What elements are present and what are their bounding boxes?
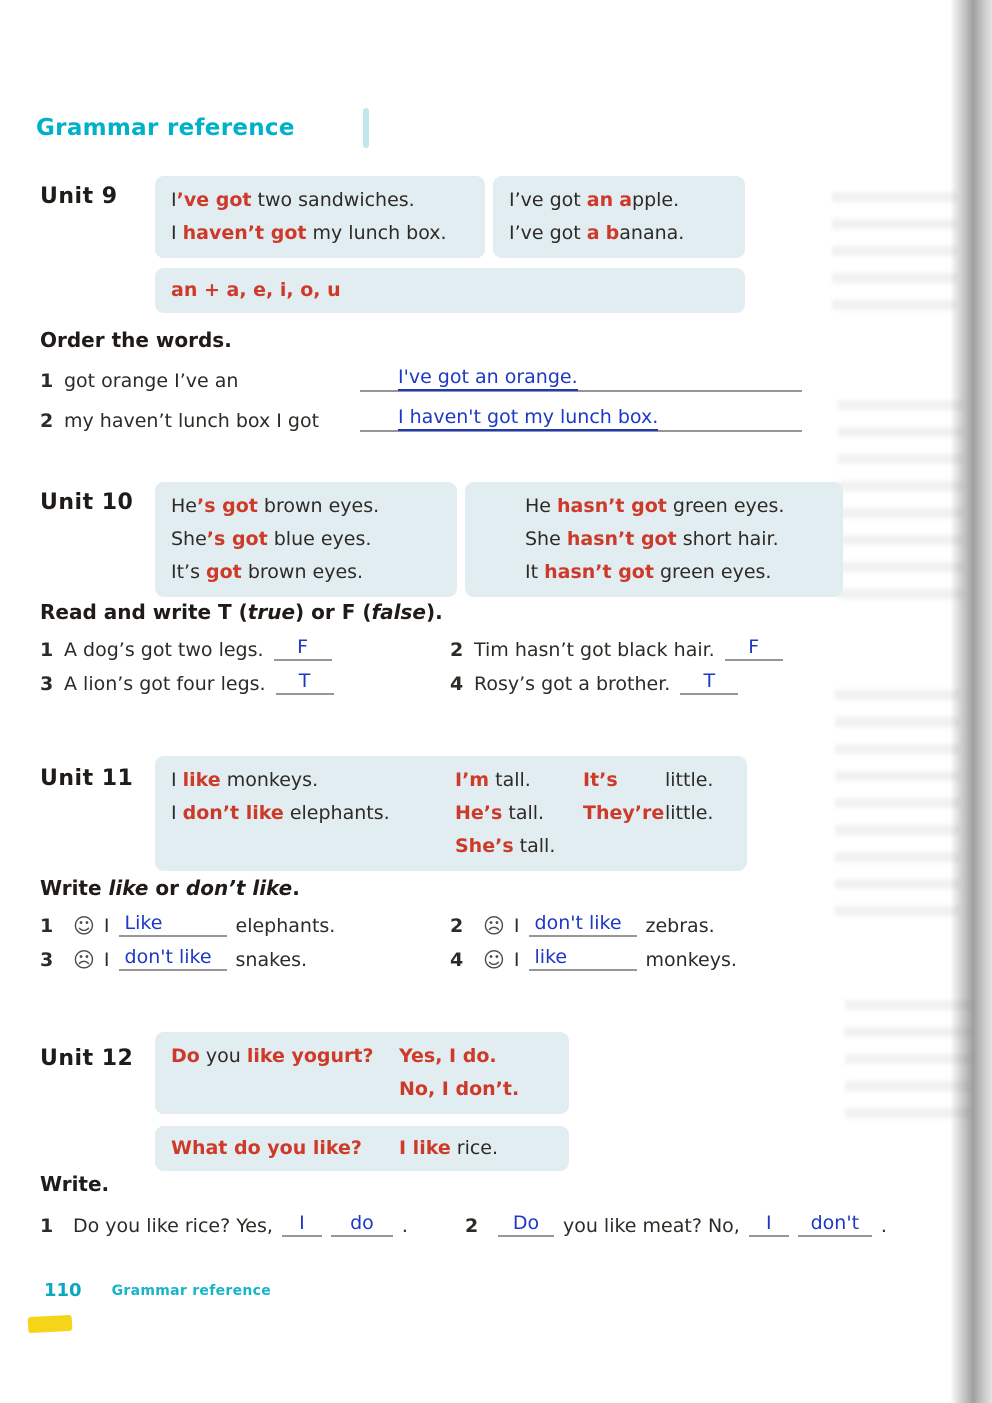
item-text: A dog’s got two legs.: [64, 639, 264, 661]
unit12-section: [40, 1032, 930, 1182]
item-pre-text: I: [103, 949, 110, 971]
example-sentence: He hasn’t got green eyes.: [525, 495, 785, 517]
answer-blank: F: [274, 636, 332, 661]
unit10-section: [40, 482, 930, 600]
item-post-text: snakes.: [235, 949, 308, 971]
exercise-item: [450, 636, 920, 661]
example-sentence: She hasn’t got short hair.: [525, 528, 779, 550]
page-number: 110: [44, 1280, 82, 1301]
order-words-exercise: [40, 328, 802, 432]
true-false-exercise: [40, 600, 920, 695]
exercise-heading: Read and write T (true) or F (false).: [40, 600, 443, 624]
unit10-example-box-left: [155, 482, 457, 597]
answer-blank: don't like: [119, 946, 227, 971]
unit9-example-box-right: [493, 176, 745, 258]
unit9-label: Unit 9: [40, 184, 118, 209]
happy-face-icon: ☺: [73, 914, 95, 938]
item-period: .: [880, 1215, 887, 1237]
sad-face-icon: ☹: [483, 914, 505, 938]
example-question: Do you like yogurt?: [171, 1045, 374, 1067]
header-accent-bar: [363, 108, 369, 148]
exercise-item: [450, 670, 920, 695]
unit9-rule-box: [155, 268, 745, 313]
item-text: Tim hasn’t got black hair.: [474, 639, 715, 661]
item-text: A lion’s got four legs.: [64, 673, 266, 695]
page-header: [36, 108, 369, 148]
answer-blank: I: [282, 1212, 322, 1237]
item-post-text: zebras.: [645, 915, 715, 937]
answer-blank: don't like: [529, 912, 637, 937]
example-pronoun: They’re: [583, 802, 665, 824]
example-column: [455, 764, 583, 863]
example-sentence: I haven’t got my lunch box.: [171, 222, 447, 244]
item-number: 4: [450, 949, 464, 971]
exercise-item: [40, 636, 450, 661]
item-pre-text: I: [103, 915, 110, 937]
example-column: [171, 764, 455, 863]
example-sentence: I’ve got an apple.: [509, 189, 680, 211]
item-number: 4: [450, 673, 464, 695]
item-number: 1: [40, 915, 54, 937]
answer-blank: T: [680, 670, 738, 695]
example-question: What do you like?: [171, 1137, 362, 1159]
example-sentence: He’s got brown eyes.: [171, 495, 380, 517]
example-sentence: [583, 764, 713, 797]
example-answers: [399, 1040, 519, 1106]
item-pre-text: I: [513, 915, 520, 937]
item-post-text: elephants.: [235, 915, 336, 937]
exercise-item: [40, 912, 450, 937]
example-answer: No, I don’t.: [399, 1078, 520, 1100]
unit11-section: [40, 756, 930, 878]
footer-label: Grammar reference: [111, 1282, 272, 1299]
item-prompt: my haven’t lunch box I got: [64, 410, 320, 432]
answer-line: [360, 366, 802, 392]
example-sentence: I don’t like elephants.: [171, 802, 390, 824]
exercise-heading: Write like or don’t like.: [40, 876, 300, 900]
answer-blank: Like: [119, 912, 227, 937]
unit12-label: Unit 12: [40, 1046, 134, 1071]
item-text: Rosy’s got a brother.: [474, 673, 671, 695]
page-title: Grammar reference: [36, 115, 295, 141]
an-rule-text: an + a, e, i, o, u: [171, 279, 341, 301]
unit10-label: Unit 10: [40, 490, 134, 515]
item-period: .: [401, 1215, 408, 1237]
item-number: 1: [40, 639, 54, 661]
unit12-example-box-1: [155, 1032, 569, 1114]
unit9-section: [40, 176, 930, 322]
answer-line: [360, 406, 802, 432]
answer-blank: don't: [798, 1212, 872, 1237]
example-sentence: I’ve got two sandwiches.: [171, 189, 415, 211]
exercise-item: [40, 362, 802, 392]
happy-face-icon: ☺: [483, 948, 505, 972]
example-rest: little.: [665, 769, 714, 791]
highlighter-smudge: [28, 1315, 73, 1333]
item-number: 2: [450, 639, 464, 661]
unit9-example-box-left: [155, 176, 485, 258]
item-post-text: monkeys.: [645, 949, 737, 971]
exercise-item: [450, 912, 920, 937]
handwritten-answer: I haven't got my lunch box.: [398, 406, 658, 431]
exercise-heading: Order the words.: [40, 328, 232, 352]
item-number: 3: [40, 949, 54, 971]
exercise-item: [450, 946, 920, 971]
example-sentence: I like monkeys.: [171, 769, 319, 791]
unit10-example-box-right: [465, 482, 843, 597]
handwritten-answer: I've got an orange.: [398, 366, 578, 391]
example-rest: little.: [665, 802, 714, 824]
unit11-example-box: [155, 756, 747, 871]
exercise-item: [40, 946, 450, 971]
answer-blank: I: [749, 1212, 789, 1237]
example-sentence: It hasn’t got green eyes.: [525, 561, 772, 583]
example-sentence: She’s tall.: [455, 835, 556, 857]
item-number: 2: [450, 915, 464, 937]
like-exercise: [40, 876, 920, 971]
item-prompt: got orange I’ve an: [64, 370, 239, 392]
item-number: 2: [40, 410, 54, 432]
item-number: 1: [40, 1215, 54, 1237]
answer-blank: Do: [498, 1212, 554, 1237]
answer-blank: T: [276, 670, 334, 695]
example-answer: I like rice.: [399, 1137, 499, 1159]
example-sentence: She’s got blue eyes.: [171, 528, 372, 550]
example-answer: Yes, I do.: [399, 1045, 497, 1067]
item-number: 3: [40, 673, 54, 695]
example-sentence: I’ve got a banana.: [509, 222, 685, 244]
page-footer: [44, 1280, 271, 1301]
answer-blank: do: [331, 1212, 393, 1237]
example-column: [583, 764, 713, 863]
sad-face-icon: ☹: [73, 948, 95, 972]
answer-blank: F: [725, 636, 783, 661]
exercise-item: [40, 402, 802, 432]
exercise-heading: Write.: [40, 1172, 110, 1196]
write-exercise: [40, 1172, 945, 1237]
answer-blank: like: [529, 946, 637, 971]
example-pronoun: It’s: [583, 769, 618, 791]
unit12-example-box-2: [155, 1126, 569, 1171]
exercise-item: [40, 670, 450, 695]
item-pre-text: I: [513, 949, 520, 971]
example-sentence: It’s got brown eyes.: [171, 561, 364, 583]
example-sentence: He’s tall.: [455, 802, 545, 824]
unit11-label: Unit 11: [40, 766, 134, 791]
example-sentence: [583, 797, 713, 830]
item-number: 2: [464, 1215, 479, 1237]
item-prompt: Do you like rice? Yes,: [73, 1215, 273, 1237]
example-sentence: I’m tall.: [455, 769, 531, 791]
item-prompt: you like meat? No,: [562, 1215, 740, 1237]
item-number: 1: [40, 370, 54, 392]
